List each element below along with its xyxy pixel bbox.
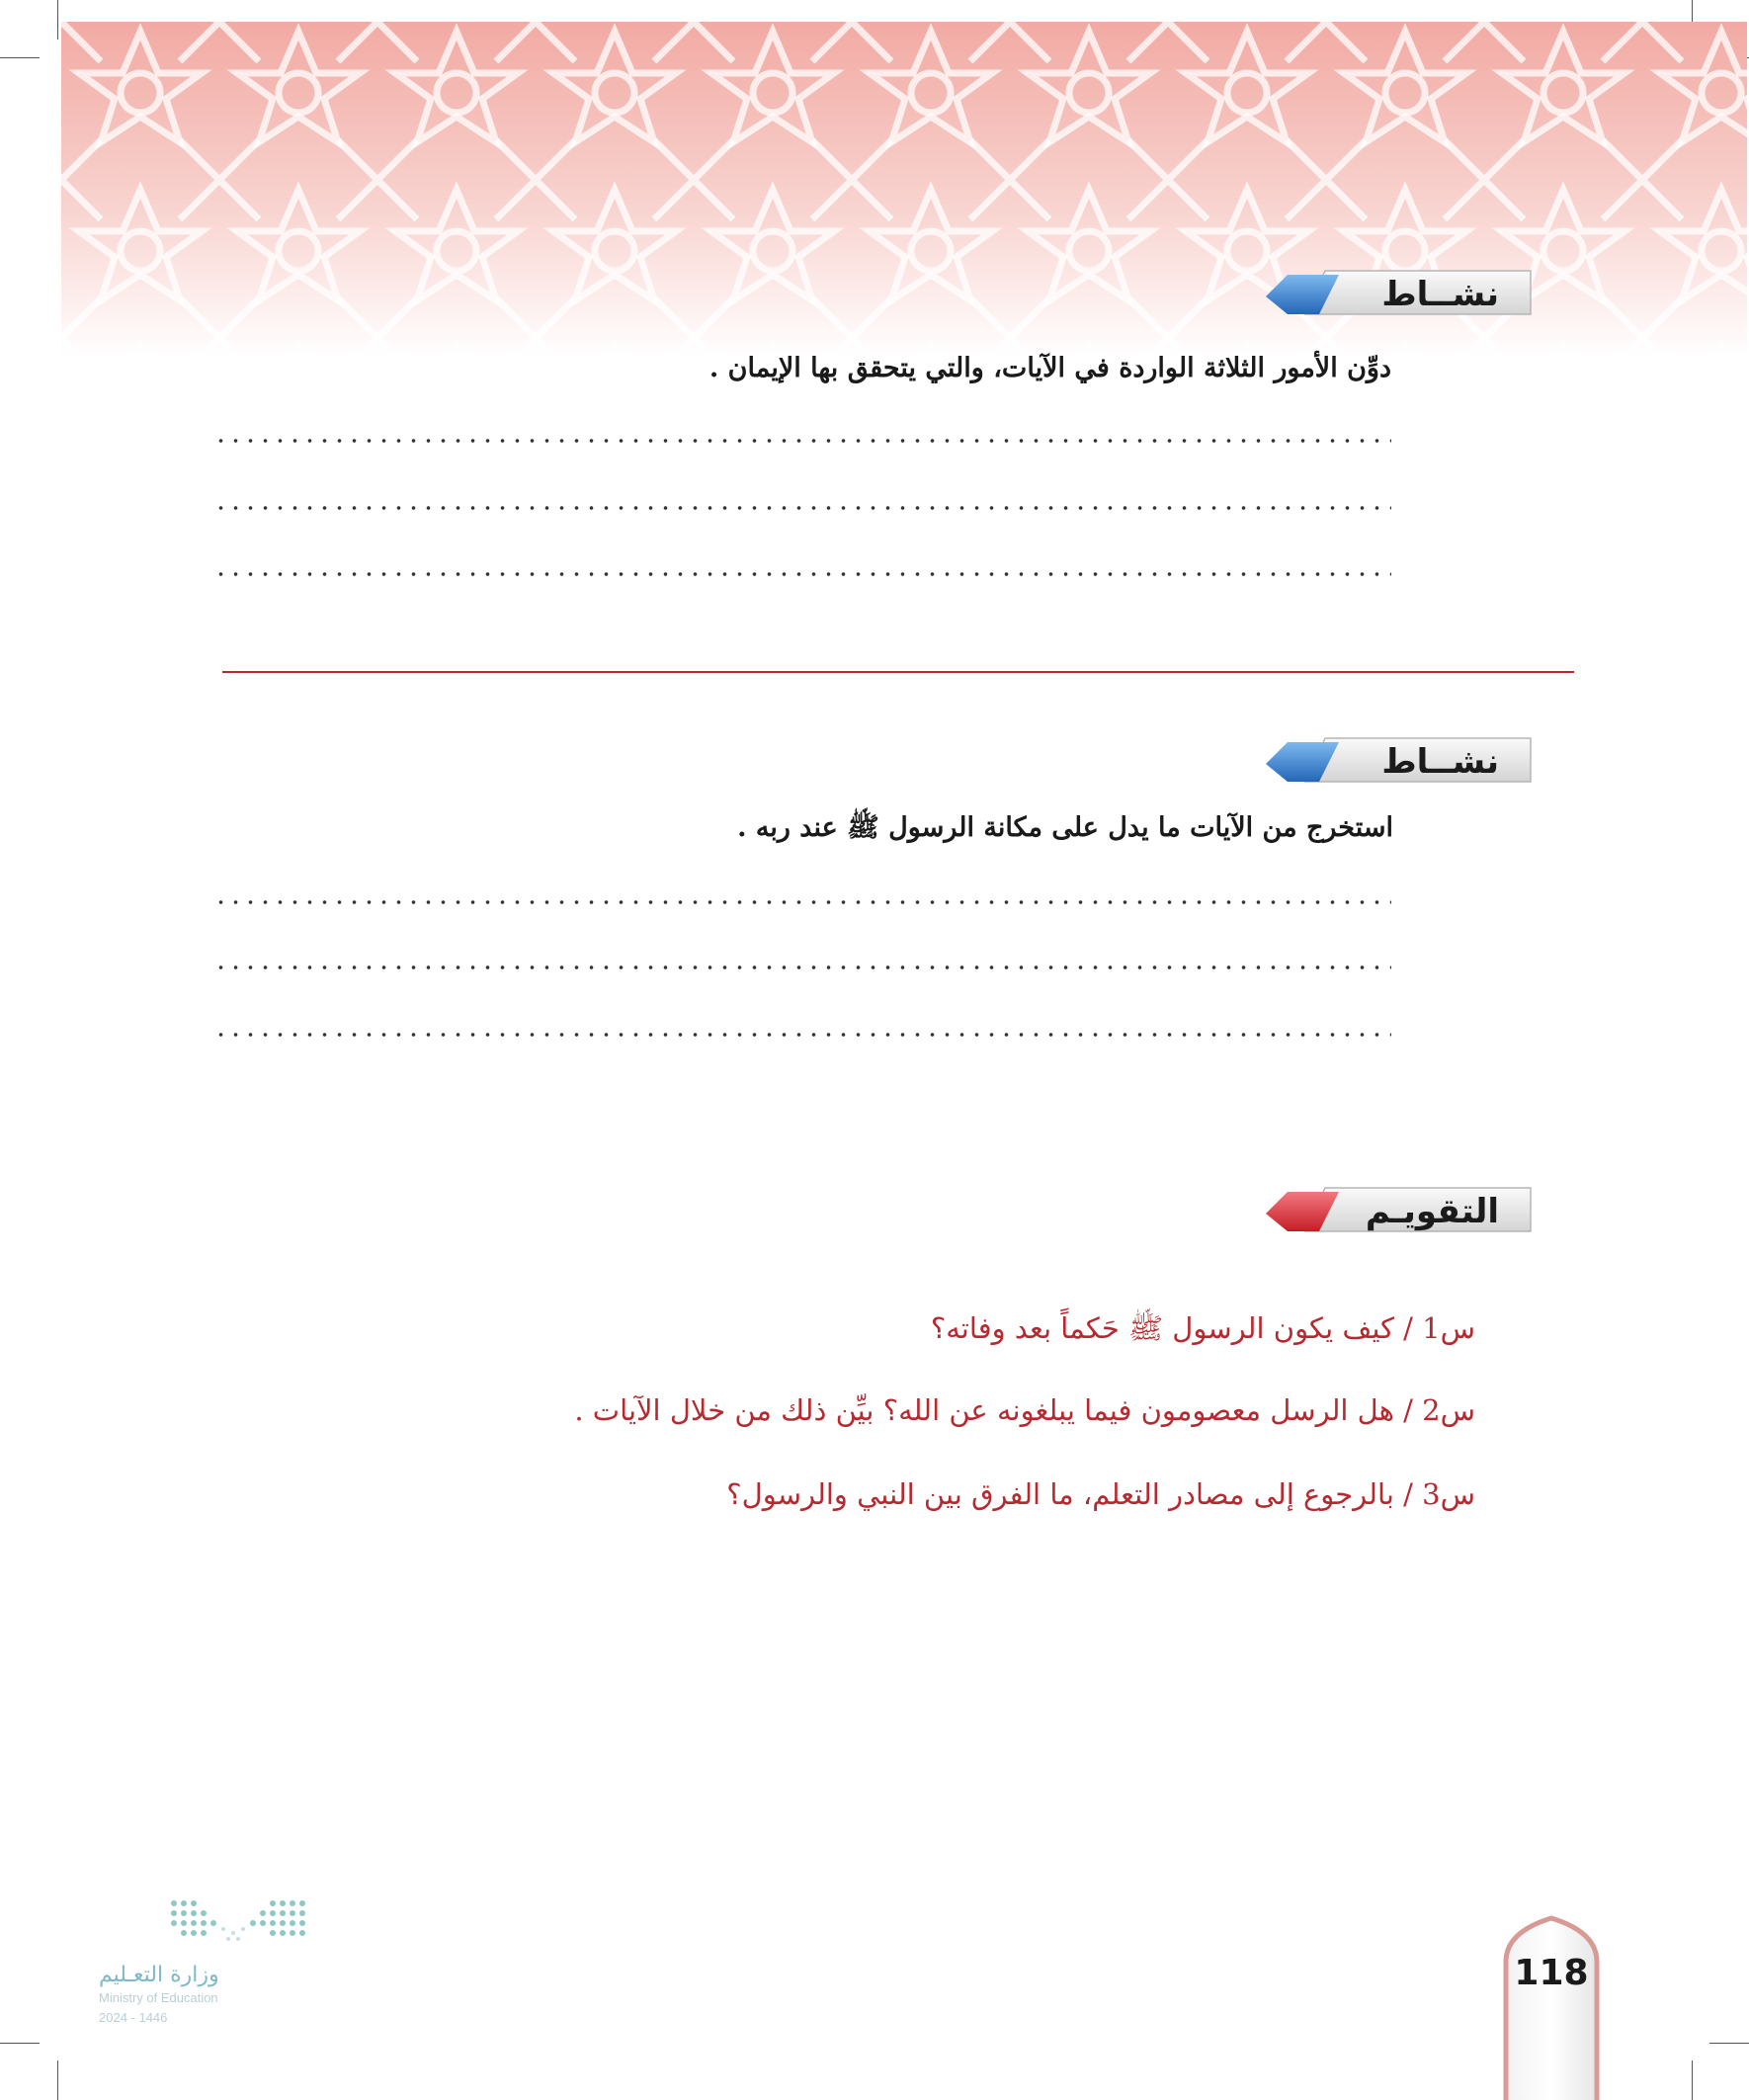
evaluation-question: س1 / كيف يكون الرسول ﷺ حَكماً بعد وفاته؟ [930,1311,1475,1345]
page-number: 118 [1514,1953,1589,1993]
evaluation-tag [1266,1184,1535,1239]
activity-tag-label: نشــاط [1381,275,1499,314]
crop-mark [57,0,58,40]
crop-mark [0,2043,40,2044]
answer-line[interactable] [213,571,1391,577]
activity-tag-label: نشــاط [1381,742,1499,782]
crop-mark [1709,2043,1749,2044]
activity-prompt: استخرج من الآيات ما يدل على مكانة الرسول ﷺ عند ربه . [737,812,1393,843]
ministry-name-en: Ministry of Education [99,1990,218,2005]
activity-prompt: دوِّن الأمور الثلاثة الواردة في الآيات، والتي يتحقق بها الإيمان . [708,353,1391,383]
ministry-logo-icon [95,1895,322,1959]
activity-tag [1266,734,1535,790]
crop-mark [1692,2060,1693,2100]
evaluation-question: س2 / هل الرسل معصومون فيما يبلغونه عن الله؟ بيِّن ذلك من خلال الآيات . [574,1393,1475,1427]
answer-line[interactable] [213,438,1391,444]
evaluation-question: س3 / بالرجوع إلى مصادر التعلم، ما الفرق بين النبي والرسول؟ [726,1477,1475,1511]
crop-mark [0,57,40,58]
page-number-tab [1502,1912,1601,2100]
activity-tag [1266,267,1535,322]
answer-line[interactable] [213,965,1391,970]
answer-line[interactable] [213,899,1391,905]
answer-line[interactable] [213,505,1391,511]
crop-mark [57,2060,58,2100]
section-divider [222,671,1574,673]
evaluation-tag-label: التقويـم [1365,1192,1499,1231]
ministry-name-ar: وزارة التعـليم [99,1963,219,1987]
answer-line[interactable] [213,1032,1391,1038]
edition-year: 2024 - 1446 [99,2010,168,2025]
